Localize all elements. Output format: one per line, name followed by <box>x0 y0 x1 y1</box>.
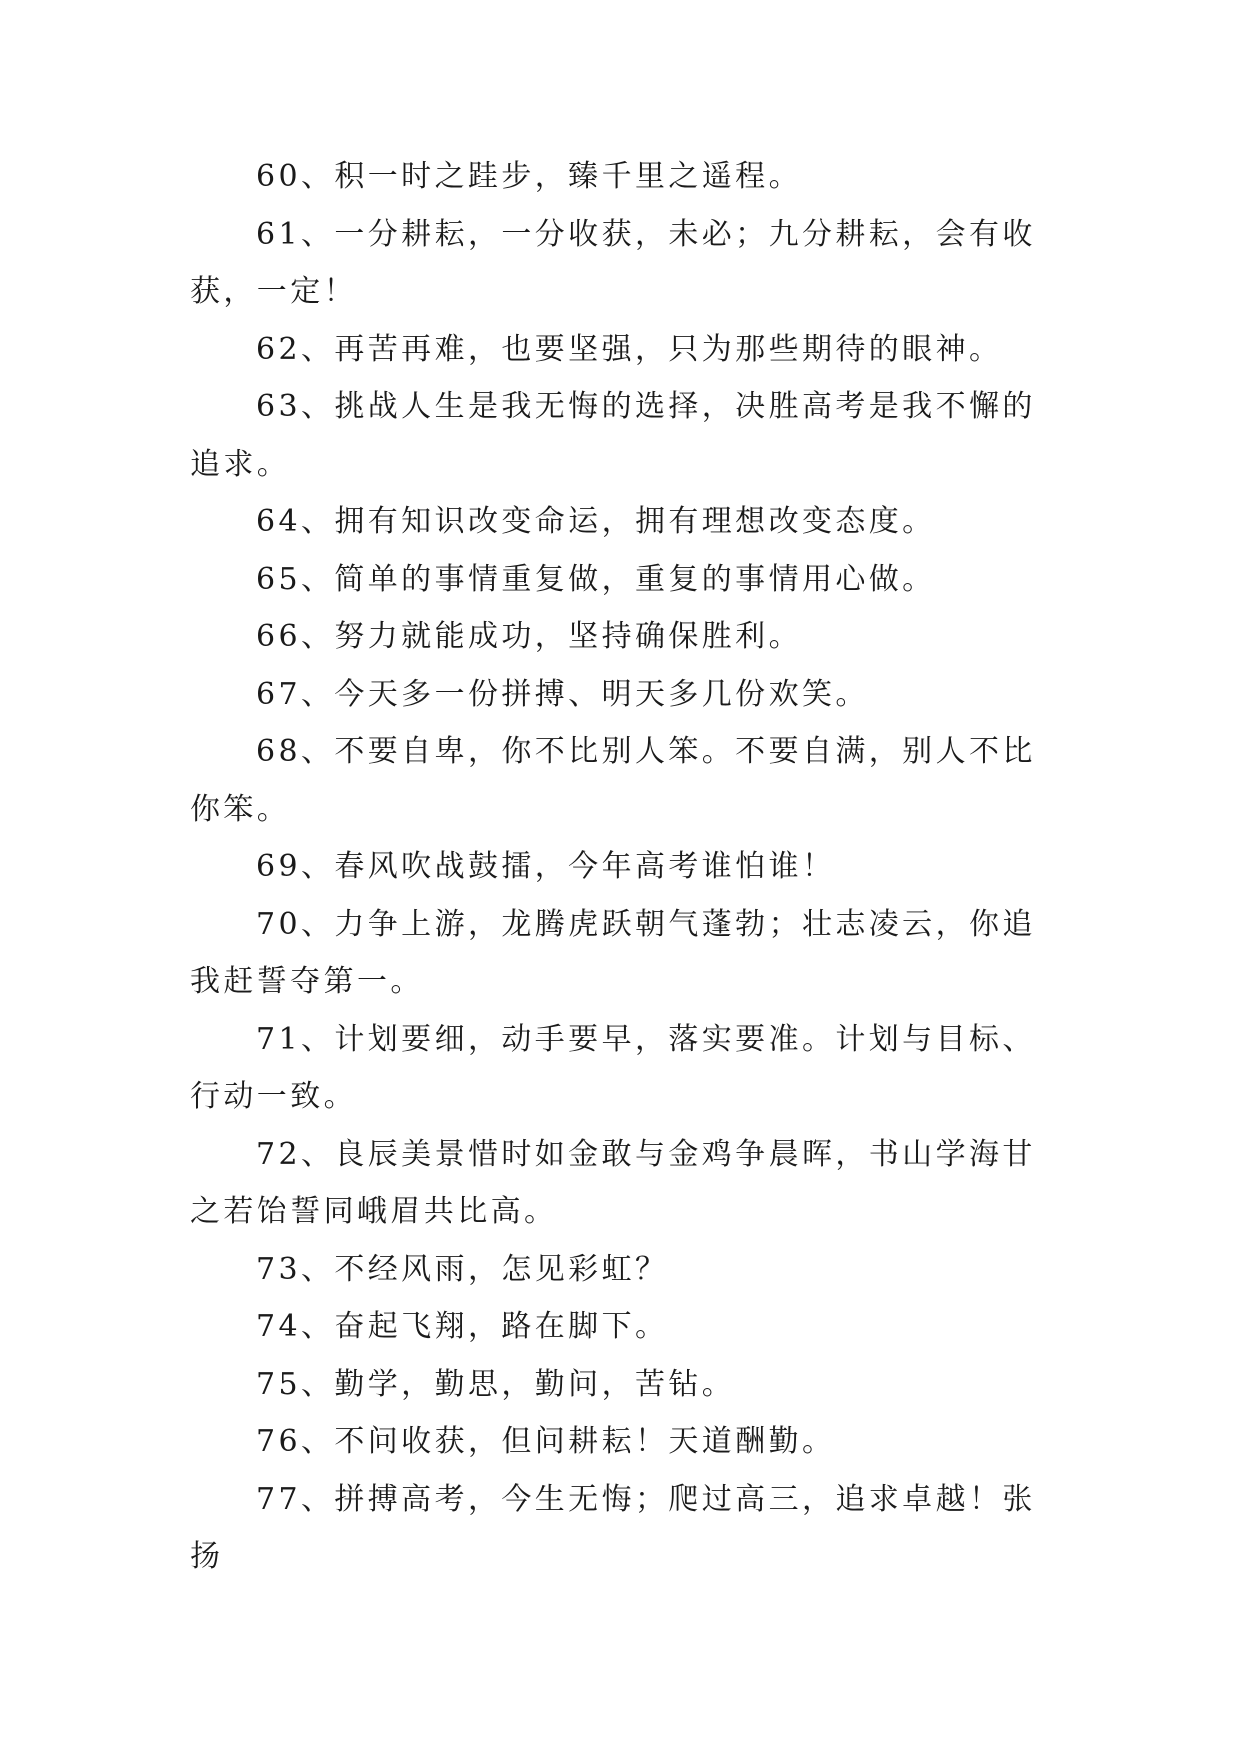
quote-paragraph: 72、良辰美景惜时如金敢与金鸡争晨晖，书山学海甘之若饴誓同峨眉共比高。 <box>190 1136 1036 1229</box>
quote-paragraph: 64、拥有知识改变命运，拥有理想改变态度。 <box>256 504 936 539</box>
quote-paragraph: 73、不经风雨，怎见彩虹？ <box>256 1251 669 1287</box>
quote-paragraph: 77、拼搏高考，今生无悔；爬过高三，追求卓越！张扬 <box>190 1481 1036 1574</box>
quote-paragraph: 66、努力就能成功，坚持确保胜利。 <box>256 619 802 654</box>
quote-paragraph: 68、不要自卑，你不比别人笨。不要自满，别人不比你笨。 <box>190 734 1036 827</box>
quote-paragraph: 70、力争上游，龙腾虎跃朝气蓬勃；壮志凌云，你追我赶誓夺第一。 <box>190 906 1036 999</box>
quote-paragraph: 65、简单的事情重复做，重复的事情用心做。 <box>256 561 936 597</box>
quote-paragraph: 61、一分耕耘，一分收获，未必；九分耕耘，会有收获，一定！ <box>190 216 1036 309</box>
quote-paragraph: 75、勤学，勤思，勤问，苦钻。 <box>256 1366 736 1402</box>
quote-paragraph: 69、春风吹战鼓擂，今年高考谁怕谁！ <box>256 849 836 884</box>
quote-paragraph: 60、积一时之跬步，臻千里之遥程。 <box>256 159 802 194</box>
quote-paragraph: 67、今天多一份拼搏、明天多几份欢笑。 <box>256 676 869 712</box>
quote-paragraph: 62、再苦再难，也要坚强，只为那些期待的眼神。 <box>256 331 1003 367</box>
quote-paragraph: 71、计划要细，动手要早，落实要准。计划与目标、行动一致。 <box>190 1021 1036 1114</box>
quote-paragraph: 74、奋起飞翔，路在脚下。 <box>256 1309 669 1344</box>
quote-paragraph: 76、不问收获，但问耕耘！天道酬勤。 <box>256 1424 836 1459</box>
quote-paragraph: 63、挑战人生是我无悔的选择，决胜高考是我不懈的追求。 <box>190 389 1036 482</box>
